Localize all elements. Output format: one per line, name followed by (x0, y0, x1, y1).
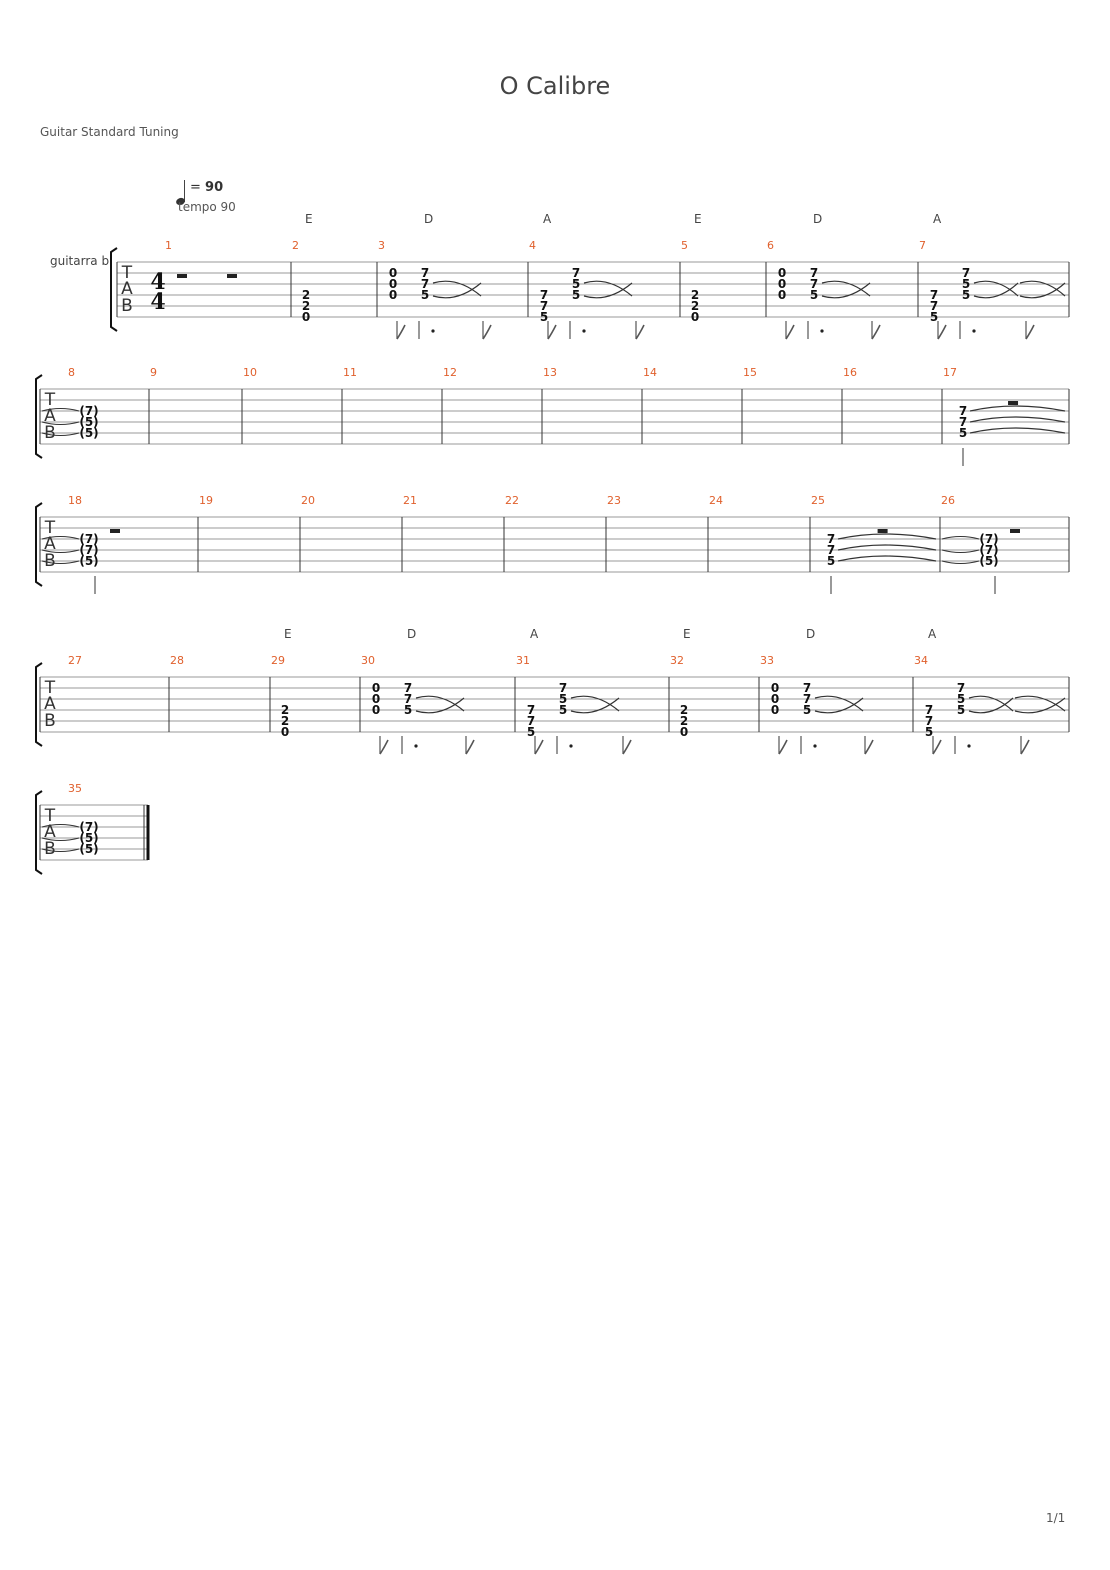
measure-number: 5 (681, 239, 688, 252)
fret-number: 0 (679, 725, 689, 739)
measure-32 (670, 627, 691, 739)
fret-number: 7 (826, 532, 836, 546)
tab-letter-b: B (44, 551, 56, 571)
measure-number: 30 (361, 654, 375, 667)
chord-name: A (530, 627, 539, 641)
measure-11 (343, 366, 357, 379)
tie-long (970, 428, 1065, 433)
measure-number: 20 (301, 494, 315, 507)
measure-7 (919, 212, 1065, 339)
fret-number-tied: (7) (79, 820, 99, 834)
chord-name: A (933, 212, 942, 226)
fret-number: 0 (371, 703, 381, 717)
measure-number: 29 (271, 654, 285, 667)
measure-22 (505, 494, 519, 507)
system-bracket (36, 503, 42, 586)
tab-letter-t: T (44, 518, 56, 538)
fret-number: 7 (924, 703, 934, 717)
tab-letter-b: B (44, 839, 56, 859)
fret-number: 0 (777, 277, 787, 291)
tab-letter-t: T (44, 806, 56, 826)
tab-letter-a: A (121, 279, 133, 299)
fret-number: 0 (777, 288, 787, 302)
measure-number: 4 (529, 239, 536, 252)
tab-letter-a: A (44, 822, 56, 842)
fret-number: 2 (679, 703, 689, 717)
fret-number: 0 (371, 692, 381, 706)
fret-number-tied: (5) (979, 554, 999, 568)
measure-14 (643, 366, 657, 379)
system-5 (36, 782, 148, 874)
system-bracket (36, 375, 42, 458)
fret-number: 7 (526, 714, 536, 728)
fret-number: 0 (301, 310, 311, 324)
note-stem-flag (397, 325, 405, 339)
fret-number: 7 (403, 681, 413, 695)
fret-number: 7 (802, 681, 812, 695)
measure-number: 16 (843, 366, 857, 379)
fret-number: 0 (388, 277, 398, 291)
measure-number: 23 (607, 494, 621, 507)
measure-number: 17 (943, 366, 957, 379)
fret-number: 7 (929, 288, 939, 302)
fret-number: 7 (403, 692, 413, 706)
half-rest (1010, 529, 1020, 533)
fret-number: 7 (802, 692, 812, 706)
measure-number: 7 (919, 239, 926, 252)
dotted-rest (582, 329, 585, 332)
time-signature-top: 4 (150, 269, 166, 295)
fret-number: 0 (770, 703, 780, 717)
fret-number: 7 (929, 299, 939, 313)
half-rest (1008, 401, 1018, 405)
measure-number: 9 (150, 366, 157, 379)
fret-number: 5 (956, 692, 966, 706)
fret-number: 5 (403, 703, 413, 717)
fret-number: 5 (809, 288, 819, 302)
chord-name: E (284, 627, 292, 641)
fret-number-tied: (7) (979, 543, 999, 557)
measure-number: 8 (68, 366, 75, 379)
fret-number: 7 (809, 277, 819, 291)
measure-number: 26 (941, 494, 955, 507)
tie-long (970, 417, 1065, 422)
dotted-rest (967, 744, 970, 747)
measure-number: 18 (68, 494, 82, 507)
measure-5 (681, 212, 702, 324)
measure-number: 21 (403, 494, 417, 507)
half-rest (227, 274, 237, 278)
tempo-label: tempo 90 (178, 200, 236, 214)
measure-number: 15 (743, 366, 757, 379)
note-stem-flag (872, 325, 880, 339)
fret-number: 5 (826, 554, 836, 568)
chord-name: A (928, 627, 937, 641)
chord-name: D (813, 212, 823, 226)
measure-27 (68, 654, 82, 667)
system-4 (36, 627, 1069, 754)
note-stem-flag (548, 325, 556, 339)
measure-number: 34 (914, 654, 928, 667)
measure-number: 6 (767, 239, 774, 252)
measure-number: 32 (670, 654, 684, 667)
note-stem-flag (1021, 740, 1029, 754)
fret-number: 0 (770, 692, 780, 706)
measure-number: 10 (243, 366, 257, 379)
measure-29 (271, 627, 292, 739)
tie-long (838, 534, 936, 539)
fret-number-tied: (5) (79, 415, 99, 429)
fret-number: 5 (802, 703, 812, 717)
tab-letter-t: T (44, 678, 56, 698)
tuning-label: Guitar Standard Tuning (40, 125, 179, 139)
measure-number: 22 (505, 494, 519, 507)
measure-number: 25 (811, 494, 825, 507)
fret-number: 7 (571, 266, 581, 280)
measure-number: 2 (292, 239, 299, 252)
system-bracket (111, 248, 117, 331)
fret-number: 7 (539, 299, 549, 313)
note-stem-flag (1026, 325, 1034, 339)
measure-number: 27 (68, 654, 82, 667)
note-stem-flag (938, 325, 946, 339)
fret-number: 5 (558, 703, 568, 717)
tab-letter-b: B (44, 423, 56, 443)
measure-34 (914, 627, 1065, 754)
measure-3 (378, 212, 491, 339)
fret-number: 5 (958, 426, 968, 440)
measure-9 (150, 366, 157, 379)
measure-19 (199, 494, 213, 507)
measure-12 (443, 366, 457, 379)
note-stem-flag (623, 740, 631, 754)
page-number: 1/1 (1046, 1511, 1066, 1525)
fret-number: 7 (924, 714, 934, 728)
fret-number: 7 (958, 404, 968, 418)
measure-31 (516, 627, 631, 754)
fret-number: 5 (929, 310, 939, 324)
fret-number: 7 (420, 277, 430, 291)
dotted-rest (569, 744, 572, 747)
fret-number: 5 (961, 277, 971, 291)
measure-4 (529, 212, 644, 339)
fret-number: 5 (956, 703, 966, 717)
fret-number: 0 (388, 288, 398, 302)
note-stem-flag (483, 325, 491, 339)
measure-number: 35 (68, 782, 82, 795)
measure-number: 33 (760, 654, 774, 667)
tempo-bpm: 90 (205, 180, 224, 195)
measure-13 (543, 366, 557, 379)
tempo-equals: = (190, 180, 201, 195)
tab-letter-t: T (44, 390, 56, 410)
measure-number: 24 (709, 494, 723, 507)
chord-name: E (694, 212, 702, 226)
fret-number: 5 (924, 725, 934, 739)
system-bracket (36, 663, 42, 746)
fret-number-tied: (7) (979, 532, 999, 546)
fret-number: 5 (558, 692, 568, 706)
measure-20 (301, 494, 315, 507)
measure-17 (943, 366, 1065, 466)
half-rest (878, 529, 888, 533)
fret-number: 5 (420, 288, 430, 302)
note-stem-flag (636, 325, 644, 339)
fret-number: 5 (526, 725, 536, 739)
fret-number: 7 (539, 288, 549, 302)
note-stem-flag (786, 325, 794, 339)
chord-name: E (305, 212, 313, 226)
tab-letter-b: B (121, 296, 133, 316)
tie-long (838, 556, 936, 561)
measure-2 (292, 212, 313, 324)
measure-number: 19 (199, 494, 213, 507)
fret-number-tied: (7) (79, 532, 99, 546)
half-rest (177, 274, 187, 278)
system-2 (36, 366, 1069, 466)
chord-name: D (806, 627, 816, 641)
note-stem-flag (535, 740, 543, 754)
measure-number: 13 (543, 366, 557, 379)
fret-number: 5 (571, 288, 581, 302)
chord-name: D (424, 212, 434, 226)
tab-letter-a: A (44, 534, 56, 554)
note-stem-flag (779, 740, 787, 754)
system-1 (111, 212, 1069, 339)
fret-number: 5 (571, 277, 581, 291)
fret-number: 7 (420, 266, 430, 280)
dotted-rest (813, 744, 816, 747)
dotted-rest (414, 744, 417, 747)
fret-number: 2 (280, 714, 290, 728)
fret-number-tied: (5) (79, 842, 99, 856)
fret-number: 7 (558, 681, 568, 695)
measure-21 (403, 494, 417, 507)
system-3 (36, 494, 1069, 594)
fret-number-tied: (7) (79, 404, 99, 418)
measure-number: 11 (343, 366, 357, 379)
fret-number-tied: (7) (79, 543, 99, 557)
measure-26 (941, 494, 1020, 594)
tab-letter-a: A (44, 406, 56, 426)
time-signature-bottom: 4 (150, 289, 166, 315)
measure-number: 14 (643, 366, 657, 379)
fret-number: 7 (526, 703, 536, 717)
chord-name: A (543, 212, 552, 226)
measure-23 (607, 494, 621, 507)
measure-30 (361, 627, 474, 754)
tab-letter-a: A (44, 694, 56, 714)
fret-number: 0 (777, 266, 787, 280)
fret-number: 0 (388, 266, 398, 280)
tie-long (838, 545, 936, 550)
tab-letter-t: T (121, 263, 133, 283)
fret-number: 0 (690, 310, 700, 324)
note-stem-flag (380, 740, 388, 754)
measure-24 (709, 494, 723, 507)
measure-6 (767, 212, 880, 339)
chord-name: D (407, 627, 417, 641)
dotted-rest (972, 329, 975, 332)
measure-number: 1 (165, 239, 172, 252)
measure-number: 12 (443, 366, 457, 379)
track-name: guitarra b (50, 254, 110, 268)
fret-number: 7 (961, 266, 971, 280)
song-title: O Calibre (499, 72, 611, 100)
fret-number: 7 (956, 681, 966, 695)
system-bracket (36, 791, 42, 874)
fret-number: 7 (958, 415, 968, 429)
fret-number: 5 (961, 288, 971, 302)
measure-28 (170, 654, 184, 667)
fret-number: 2 (301, 288, 311, 302)
note-stem-flag (933, 740, 941, 754)
fret-number: 0 (371, 681, 381, 695)
tie-long (970, 406, 1065, 411)
dotted-rest (431, 329, 434, 332)
tab-letter-b: B (44, 711, 56, 731)
chord-name: E (683, 627, 691, 641)
measure-10 (243, 366, 257, 379)
measure-15 (743, 366, 757, 379)
measure-33 (760, 627, 873, 754)
note-stem-flag (865, 740, 873, 754)
fret-number: 2 (690, 288, 700, 302)
half-rest (110, 529, 120, 533)
measure-16 (843, 366, 857, 379)
fret-number: 0 (770, 681, 780, 695)
fret-number: 2 (301, 299, 311, 313)
fret-number: 2 (690, 299, 700, 313)
fret-number-tied: (5) (79, 426, 99, 440)
fret-number: 2 (280, 703, 290, 717)
fret-number: 0 (280, 725, 290, 739)
fret-number: 7 (826, 543, 836, 557)
fret-number: 5 (539, 310, 549, 324)
fret-number-tied: (5) (79, 831, 99, 845)
measure-number: 31 (516, 654, 530, 667)
measure-25 (811, 494, 936, 594)
dotted-rest (820, 329, 823, 332)
fret-number-tied: (5) (79, 554, 99, 568)
fret-number: 7 (809, 266, 819, 280)
note-stem-flag (466, 740, 474, 754)
measure-number: 28 (170, 654, 184, 667)
measure-1 (165, 239, 237, 278)
measure-number: 3 (378, 239, 385, 252)
fret-number: 2 (679, 714, 689, 728)
